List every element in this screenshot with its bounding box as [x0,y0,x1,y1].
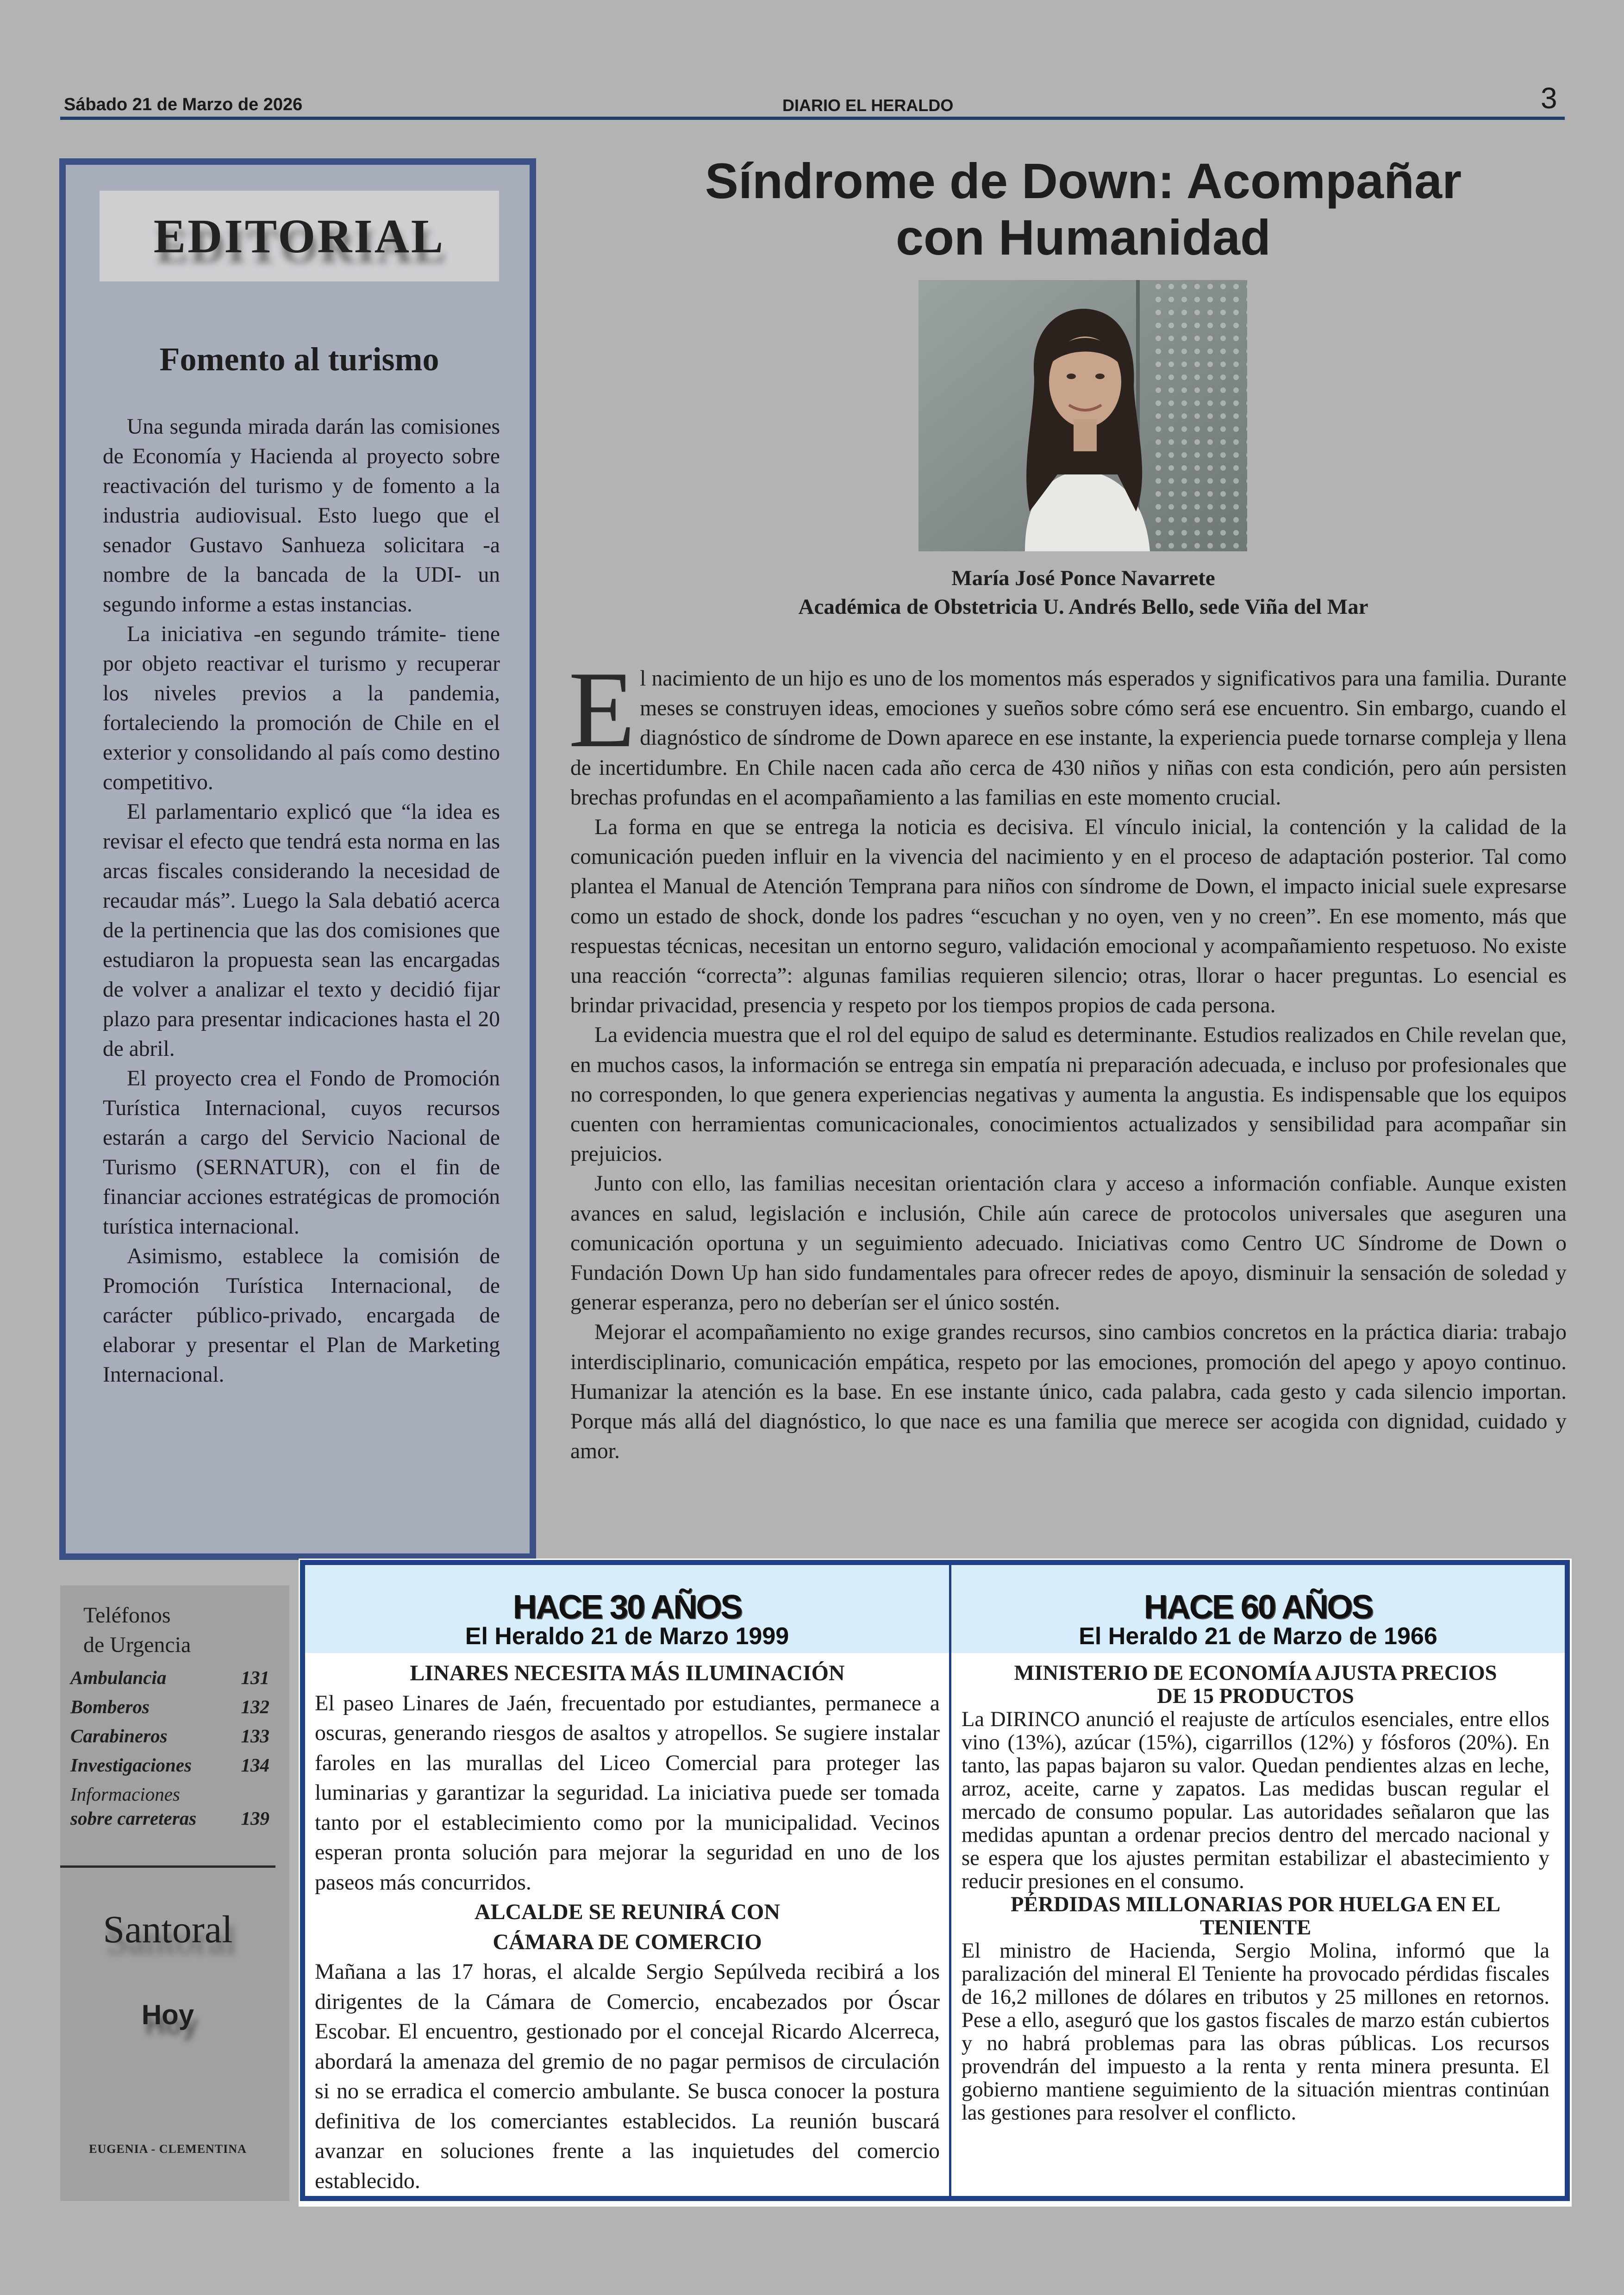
article-paragraph: La forma en que se entrega la noticia es decisiva. El vínculo inicial, la contención y la calidad de la comunicación pueden influir en la vivencia del nacimiento y en el proceso de adaptación posterior. Tal como plantea el Manual de Atención Temprana para niños con síndrome de Down, el impacto inicial suele expresarse como un estado de shock, donde los padres “escuchan y no oyen, ven y no creen”. En ese momento, más que respuestas técnicas, necesitan un entorno seguro, validación emocional y acompañamiento respetuoso. No existe una reacción “correcta”: algunas familias requieren silencio; otras, llorar o hacer preguntas. Lo esencial es brindar privacidad, presencia y respeto por los tiempos propios de cada persona. [570,815,1567,1018]
story-text: La DIRINCO anunció el reajuste de artículos esenciales, entre ellos vino (13%), azúcar (15%), cigarrillos (12%) y fósforos (20%). En tanto, las papas bajaron su valor. Quedan pendientes alzas en leche, arroz, aceite, carne y zapatos. Las medidas buscan regular el mercado de consumo popular. Las autoridades señalaron que las medidas apuntan a ordenar precios dentro del mercado nacional y se espera que los ajustes permitan estabilizar el abastecimiento y reducir presiones en el consumo. [962,1708,1549,1893]
article-paragraph: Mejorar el acompañamiento no exige grandes recursos, sino cambios concretos en la práctica diaria: trabajo interdisciplinario, comunicación empática, respeto por las emociones, promoción del apego y apoyo continuo. Humanizar la atención es la base. En ese instante único, cada palabra, cada gesto y cada silencio importan. Porque más allá del diagnóstico, lo que nace es una familia que merece ser acogida con dignidad, cuidado y amor. [570,1320,1567,1464]
page-number: 3 [1541,81,1557,115]
history-60-heading: HACE 60 AÑOS [1143,1589,1373,1626]
history-30-subheading: El Heraldo 21 de Marzo 1999 [465,1623,789,1650]
editorial-banner [100,191,499,281]
article-title-line: Síndrome de Down: Acompañar [705,153,1462,209]
article-title [574,153,1593,266]
phone-number: 132 [241,1696,269,1717]
story-headline: ALCALDE SE REUNIRÁ CON [474,1900,781,1924]
story-text: El paseo Linares de Jaén, frecuentado por estudiantes, permanece a oscuras, generando riesgos de asaltos y atropellos. Se sugiere instalar faroles en las murallas del Liceo Comercial para proteger las luminarias y garantizar la seguridad. La iniciativa puede ser tomada tanto por el establecimiento como por la municipalidad. Vecinos esperan pronta solución para mejorar la seguridad en uno de los paseos más concurridos. [315,1690,940,1895]
phone-label: Carabineros [70,1725,168,1746]
editorial-banner-label: EDITORIAL [153,209,445,263]
history-60-subheading: El Heraldo 21 de Marzo de 1966 [1079,1623,1437,1650]
article-body [568,649,1567,1466]
santoral-title: Santoral [103,1908,233,1951]
article-paragraph: La evidencia muestra que el rol del equipo de salud es determinante. Estudios realizados en Chile revelan que, en muchos casos, la información se entrega sin empatía ni preparación adecuada, e incluso por profesionales que no corresponden, lo que genera experiencias negativas y aumenta la angustia. Es indispensable que los equipos cuenten con herramientas comunicacionales, conocimientos actualizados y sensibilidad para acompañar sin prejuicios. [570,1023,1567,1166]
story-text: El ministro de Hacienda, Sergio Molina, informó que la paralización del mineral El Teniente ha provocado pérdidas fiscales de 16,2 millones de dólares en tributos y 25 millones en retornos. Pese a ello, aseguró que los gastos fiscales de marzo están cubiertos y no habrá problemas para las obras públicas. Los recursos provendrán del impuesto a la renta y renta minera presunta. El gobierno mantiene seguimiento de la situación mientras continúan las gestiones para resolver el conflicto. [962,1939,1549,2125]
phone-label: Investigaciones [70,1754,192,1776]
emergency-title-line: de Urgencia [83,1633,191,1657]
article-title-line: con Humanidad [895,209,1271,265]
history-60-column [962,1662,1549,2125]
sidebar-rule [60,1865,275,1868]
story-headline: DE 15 PRODUCTOS [1157,1684,1354,1708]
story-headline: TENIENTE [1199,1916,1312,1940]
editorial-title: Fomento al turismo [159,341,439,378]
author-photo [918,280,1247,551]
header-rule [60,117,1565,120]
history-divider [949,1565,951,2196]
editorial-paragraph: El proyecto crea el Fondo de Promoción Turística Internacional, cuyos recursos estarán a cargo del Servicio Nacional de Turismo (SERNATUR), con el fin de financiar acciones estratégicas de promoción turística internacional. [103,1066,500,1239]
history-30-column [315,1659,940,2196]
editorial-paragraph: La iniciativa -en segundo trámite- tiene por objeto reactivar el turismo y recuperar los niveles previos a la pandemia, fortaleciendo la promoción de Chile en el exterior y consolidando al país como destino competitivo. [103,622,500,794]
story-headline: LINARES NECESITA MÁS ILUMINACIÓN [410,1661,845,1685]
phone-number: 131 [241,1667,269,1688]
phone-note [70,1783,269,1807]
editorial-paragraph: Una segunda mirada darán las comisiones de Economía y Hacienda al proyecto sobre reactivación del turismo y de fomento a la industria audiovisual. Esto luego que el senador Gustavo Sanhueza solicitara -a nombre de la bancada de la UDI- un segundo informe a estas instancias. [103,415,500,617]
phone-label: sobre carreteras [70,1808,197,1829]
phone-label: Bomberos [70,1696,150,1717]
phone-number: 134 [241,1754,269,1776]
emergency-phone-list [70,1666,269,1836]
emergency-title-line: Teléfonos [83,1603,171,1628]
author-role: Académica de Obstetricia U. Andrés Bello, sede Viña del Mar [798,595,1368,619]
history-30-heading: HACE 30 AÑOS [512,1589,742,1626]
santoral-today: Hoy [141,1999,194,2030]
emergency-title [83,1601,191,1660]
story-headline: CÁMARA DE COMERCIO [493,1929,762,1954]
article-paragraph [568,649,1567,812]
drop-cap: E [568,649,636,770]
editorial-paragraph: El parlamentario explicó que “la idea es revisar el efecto que tendrá esta norma en las arcas fiscales considerando la necesidad de recaudar más”. Luego la Sala debatió acerca de la pertinencia que las dos comisiones que estudiaron la propuesta sean las encargadas de volver a analizar el texto y decidió fijar plazo para presentar indicaciones hasta el 20 de abril. [103,800,500,1061]
story-headline: MINISTERIO DE ECONOMÍA AJUSTA PRECIOS [1014,1661,1497,1685]
story-text: Mañana a las 17 horas, el alcalde Sergio Sepúlveda recibirá a los dirigentes de la Cámara de Comercio, encabezados por Óscar Escobar. El encuentro, gestionado por el concejal Ricardo Alcerreca, abordará la amenaza del gremio de no pagar permisos de circulación si no se erradica el comercio ambulante. Se busca conocer la postura definitiva de los comerciantes establecidos. La reunión buscará avanzar en soluciones frente a las inquietudes del comercio establecido. [315,1959,940,2193]
article-first-text: l nacimiento de un hijo es uno de los momentos más esperados y significativos para una familia. Durante meses se construyen ideas, emociones y sueños sobre cómo será ese encuentro. Sin embargo, cuando el diagnóstico de síndrome de Down aparece en ese instante, la experiencia puede tornarse compleja y llena de incertidumbre. En Chile nacen cada año cerca de 430 niños y niñas con esta condición, pero aún persisten brechas profundas en el acompañamiento a las familias en este momento crucial. [570,667,1567,810]
phone-label: Ambulancia [70,1667,167,1688]
phone-row [70,1725,269,1754]
issue-date: Sábado 21 de Marzo de 2026 [64,95,303,114]
phone-number: 133 [241,1725,269,1746]
editorial-paragraph: Asimismo, establece la comisión de Promoción Turística Internacional, de carácter público-privado, encargada de elaborar y presentar el Plan de Marketing Internacional. [103,1244,500,1387]
santoral-names: EUGENIA - CLEMENTINA [89,2142,247,2156]
article-paragraph: Junto con ello, las familias necesitan orientación clara y acceso a información confiable. Aunque existen avances en salud, legislación e inclusión, Chile aún carece de protocolos universales que aseguren una comunicación oportuna y un seguimiento adecuado. Iniciativas como Centro UC Síndrome de Down o Fundación Down Up han sido fundamentales para ofrecer redes de apoyo, disminuir la sensación de soledad y generar esperanza, pero no deberían ser el único sostén. [570,1172,1567,1315]
phone-row [70,1696,269,1725]
phone-row [70,1807,269,1836]
phone-number: 139 [241,1808,269,1829]
phone-row [70,1666,269,1696]
author-name: María José Ponce Navarrete [951,566,1215,590]
phone-note-label: Informaciones [70,1784,180,1805]
story-headline: PÉRDIDAS MILLONARIAS POR HUELGA EN EL [1010,1893,1501,1916]
phone-row [70,1754,269,1783]
newspaper-name: DIARIO EL HERALDO [782,96,954,115]
editorial-body [103,412,500,1390]
